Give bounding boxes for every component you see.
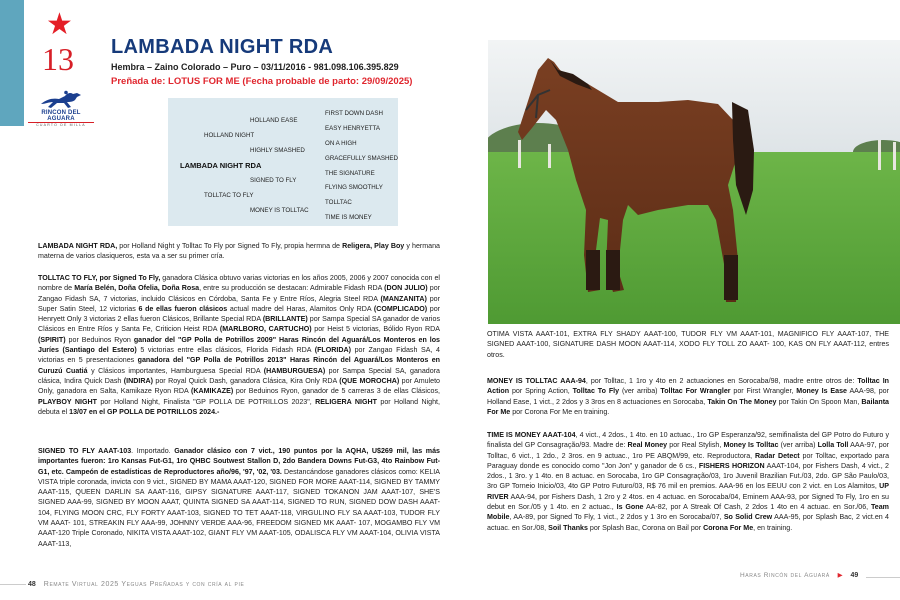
pedigree-dam-sire: SIGNED TO FLY [250, 177, 297, 184]
footer-rule [0, 584, 26, 585]
footer-right [740, 571, 858, 579]
pedigree-sire-sire: HOLLAND EASE [250, 117, 298, 124]
pedigree-gen3: TOLLTAC [325, 199, 352, 206]
side-color-bar [0, 0, 24, 126]
pedigree-gen3: FLYING SMOOTHLY [325, 184, 383, 191]
star-icon: ★ [46, 8, 73, 41]
pedigree-gen3: EASY HENRYETTA [325, 125, 381, 132]
pedigree-dam-dam: MONEY IS TOLLTAC [250, 207, 309, 214]
logo-subtitle: CUARTO DE MILLA [36, 123, 86, 127]
paragraph-great-granddam: TIME IS MONEY AAAT-104, 4 vict., 4 2dos., 1 4to. en 10 actuac., 1ro GP Esperanza/92, semifinalista del GP Potro do Futuro y finalista del GP Consagração/93. Madre de: Real Money por Real Stylish, Money Is Tolltac (ver arriba) Lolla Toll AAA-97, por Tolltac, 6 vict., 1 2do., 2 3ros. en 9 actuac., 1ro PE ABQM/99, etc. Reproductora, Radar Detect por Tolltac, exportado para Paraguay donde es conocido como "Jon Jon" y ganador de 6 cs., FISHERS HORIZON AAAT-104, por Fishers Dash, 4 vict., 2 2dos., 1 3ro. y 1 4to. en 8 actuac. en Sorocaba, 1ro GP Consagração/03, 1ro Juvenil Brazilian Fut./03, 2do. GP São Paulo/03, 3ro GP Torneio Inicio/03, 4to GP Potro Futuro/03, R$ 76 mil en premios. AAA-96 en los EEUU con 2 vict. en Los Alamitos, UP RIVER AAA-94, por Fishers Dash, 1 2ro y 2 4tos. en 4 actuac. en Sorocaba/04, Eminem AAA-93, por Signed To Fly, 1ro en su debut en Sor./05 y 1 4to. en 2 actuac., Is Gone AA-82, por A Streak Of Cash, 2 2dos 1 4to en 4 actuac. en Sor./06, Team Mobile, AA-89, por Signed To Fly, 1 vict., 2 2dos y 1 3ro en Sorocaba/07, So Solid Crew AAA-95, por Splash Bac, 2 vict.en 4 actuac. en Sor./08, Soil Thanks por Splash Bac, Corona on Bail por Corona For Me, en training. [487, 431, 890, 532]
pedigree-dam: TOLLTAC TO FLY [204, 192, 254, 199]
pedigree-gen3: ON A HIGH [325, 140, 357, 147]
paragraph-granddam: MONEY IS TOLLTAC AAA-94, por Tolltac, 1 1ro y 4to en 2 actuaciones en Sorocaba/98, madre entre otros de: Tolltac In Action por Spring Action, Tolltac To Fly (ver arriba) Tolltac For Wrangler por First Wrangler, Money Is Ease AAA-98, por Holland Ease, 1 vict., 2 2dos y 3 3ros en 8 actuaciones en Sorocaba, Takin On The Money por Takin On Spoon Man, Bailanta For Me por Corona For Me en training. [487, 377, 890, 416]
farm-logo [28, 90, 94, 127]
logo-name: RINCON DEL AGUARA [28, 110, 94, 123]
pedigree-gen3: TIME IS MONEY [325, 214, 372, 221]
horse-rider-icon [39, 90, 83, 110]
pedigree-gen3: FIRST DOWN DASH [325, 110, 383, 117]
pedigree-sire: HOLLAND NIGHT [204, 132, 255, 139]
footer-farm-name: Haras Rincón del Aguará [740, 572, 830, 579]
pedigree-sire-dam: HIGHLY SMASHED [250, 147, 305, 154]
right-page [450, 0, 900, 600]
page-number: 48 [28, 581, 36, 588]
lot-number: 13 [42, 41, 74, 77]
pedigree-horse: LAMBADA NIGHT RDA [180, 161, 262, 170]
page-number: 49 [850, 572, 859, 579]
footer-left [28, 581, 244, 588]
pedigree-gen3: THE SIGNATURE [325, 170, 375, 177]
horse-name-title: LAMBADA NIGHT RDA [111, 36, 334, 58]
paragraph-dam: TOLLTAC TO FLY, por Signed To Fly, ganadora Clásica obtuvo varias victorias en los años 2005, 2006 y 2007 conocida con el nombre de María Belén, Doña Ofelia, Doña Rosa, entre su producción se destacan: Admirable Fidash RDA (DON JULIO) por Zangao Fidash SA, 7 victorias, incluido Clásicos en Córdoba, Santa Fe y Entre Ríos, Alegria Steel RDA (MANZANITA) por Super Satin Steel, 12 victorias 6 de ellas fueron clásicos actual madre del Haras, Alamitos Only RDA (COMPLICADO) por Henryett Only 3 victorias 2 ellas fueron Clásicos, Brillante Special RDA (BRILLANTE) por Sampa Special SA ganador de varios Clásicos en Entre Ríos y Santa Fe, Criticion Heist RDA (MARLBORO, CARTUCHO) por Heist 5 victorias, Bólido Ryon RDA (SPIRIT) por Beduinos Ryon ganador del "GP Polla de Potrillos 2009" Haras Rincón del Aguará/Los Monteros en los Juríes (Santiago del Estero) 5 victorias entre ellas clásicos, Florida Fidash RDA (FLORIDA) por Zangao Fidash SA, 4 victorias en 5 presentaciones ganadora del "GP Polla de Potrillos 2013" Haras Rincón del Aguará/Los Monteros en Curuzú Cuatiá y Clásicos importantes, Hamburguesa Special RDA (HAMBURGUESA) por Sampa Special SA, ganadora clásica, Indira Quick Dash (INDIRA) por Royal Quick Dash, ganadora Clásica, Kira Only RDA (QUE MOROCHA) por Amuleto Only, ganadora en Salta, Kamikaze Ryon RDA (KAMIKAZE) por Beduinos Ryon, ganador de 5 carreras 3 de ellas Clásicos, PLAYBOY NIGHT por Holland Night, Finalista "GP POLLA DE POTRILLOS 2023", RELIGERA NIGHT por Holland Night, debuta el 13/07 en el GP POLLA DE POTRILLOS 2024.- [38, 274, 441, 416]
horse-details: Hembra – Zaino Colorado – Puro – 03/11/2016 - 981.098.106.395.829 [111, 62, 399, 72]
running-horse-icon: ▶ [837, 572, 843, 579]
pregnancy-info: Preñada de: LOTUS FOR ME (Fecha probable de parto: 29/09/2025) [111, 76, 413, 87]
paragraph-grandsire-cont: OTIMA VISTA AAAT-101, EXTRA FLY SHADY AAAT-100, TUDOR FLY VM AAAT-101, MAGNIFICO FLY AAAT-107, THE SIGNED AAAT-100, SIGNATURE DASH MOON AAAT-114, XODO FLY TOLL ZO AAAT- 100, KAS ON FLY AAAT-112, entres otros. [487, 330, 889, 359]
footer-title: Remate Virtual 2025 Yeguas Preñadas y con cría al pie [43, 581, 245, 588]
pedigree-table [168, 98, 398, 226]
paragraph-grandsire: SIGNED TO FLY AAAT-103. Importado. Ganador clásico con 7 vict., 190 puntos por la AQHA, U$269 mil, las más importantes fueron: 1ro Kansas Fut-G1, 1ro QHBC Soutwest Stallon D, 2do Bandera Downs Fut-G3, 4to Rainbow Fut-G1, etc. Campeón de estadísticas de Reproductores año/96, '97, '02, '03. Destancándose ganadores clásicos como: KELIA VISTA triple coronada, invicta con 9 vict., SIGNED BY MAMA AAAT-120, SIGNED FOR MORE AAAT-114, SIGNED BY TAMMY AAAT-115, QUEEN DARLIN SA AAAT-116, GIPSY SIGNATURE AAAT-117, SIGNED TOKANON JAM AAAT-107, SHE'S SIGNED AAA-99, SIGNED BY MOON AAAT, QUINTA SIGNED SA AAAT-114, SIGNED TO RUN, SIGNED DOW DASH AAAT-104, FLYING MOON CRC, FLY FORTY AAAT-103, SIGNED TO TET AAAT-118, VIRGULINO FLY SA AAAT-103, TUDOR FLY VM AAAT- 101, STREAKIN FLY AAA-99, JOHNNY VERDE AAA-96, FREEDOM SIGNED MK AAAT- 107, MOGAMBO FLY VM AAAT-120 Triple Coronado, NIKITA VISTA AAAT-102, GIANT FLY VM AAAT-105, ODALISCA FLY VM AAAT-104, OLIVIA VISTA AAAT-113, [38, 447, 440, 548]
pedigree-gen3: GRACEFULLY SMASHED [325, 155, 399, 162]
paragraph-intro: LAMBADA NIGHT RDA, por Holland Night y Tolltac To Fly por Signed To Fly, propia hermna de Religera, Play Boy y hermana materna de varios clasiqueros, esta va a ser su primer cría. [38, 242, 440, 261]
footer-rule [866, 577, 900, 578]
